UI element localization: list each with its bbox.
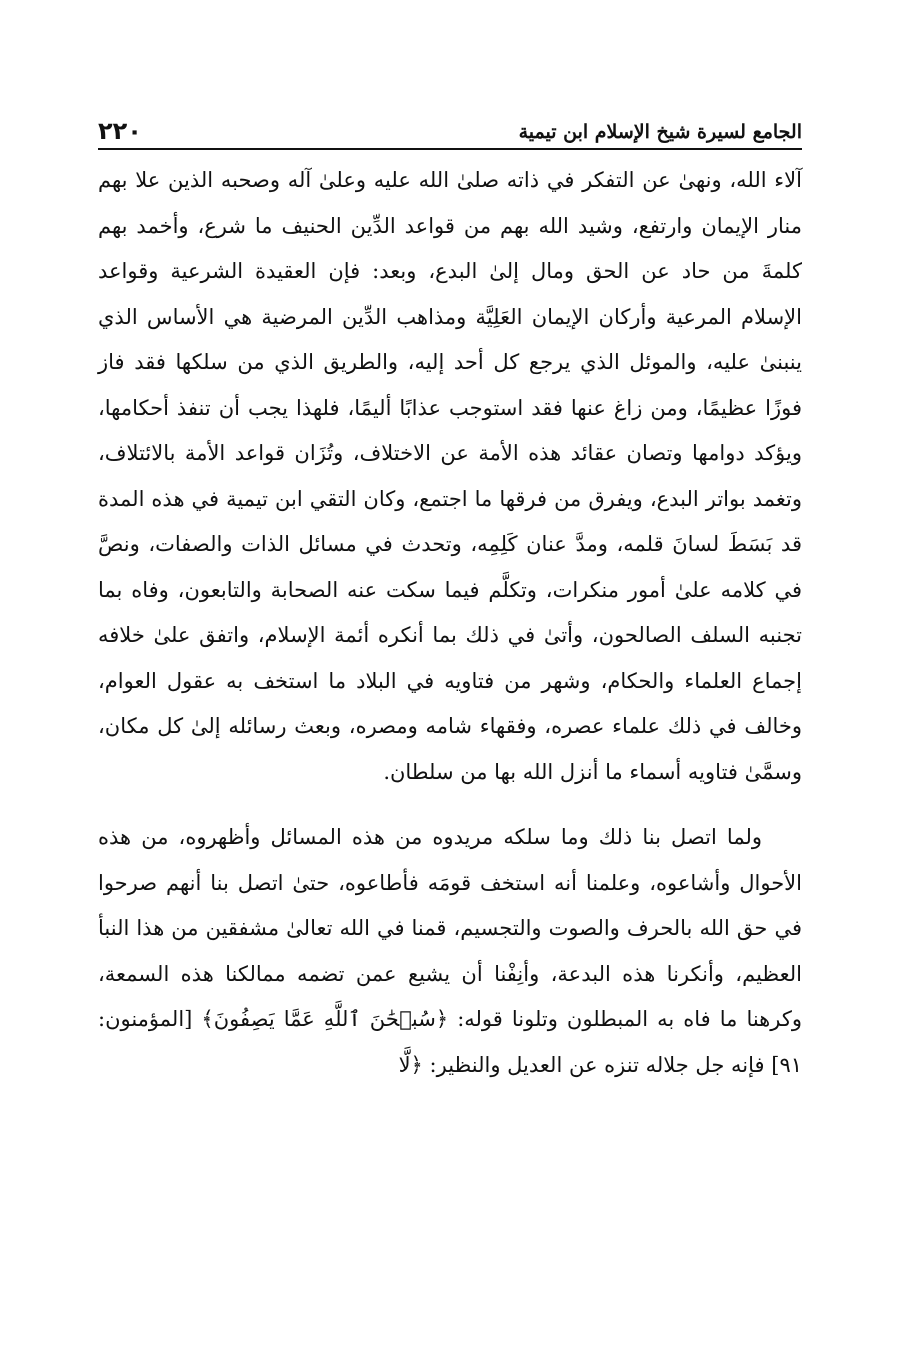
paragraph-2-continuation: فإنه جل جلاله تنزه عن العديل والنظير: (429, 1052, 765, 1077)
verse-citation: [المؤمنون: ٩١] (98, 1007, 802, 1077)
quran-verse-start: ﴿لَّا (398, 1052, 423, 1077)
page-header (98, 110, 802, 144)
paragraph-spacer (98, 795, 802, 815)
page-number: ٢٢٠ (98, 117, 142, 145)
quran-verse: ﴿سُبۡحَٰنَ ٱللَّهِ عَمَّا يَصِفُونَ﴾ (201, 1007, 449, 1031)
paragraph-2 (98, 815, 802, 1088)
header-divider (98, 148, 802, 150)
running-title: الجامع لسيرة شيخ الإسلام ابن تيمية (518, 121, 802, 143)
paragraph-2-text: ولما اتصل بنا ذلك وما سلكه مريدوه من هذه المسائل وأظهروه، من هذه الأحوال وأشاعوه، وعلمنا أنه استخف قومَه فأطاعوه، حتىٰ اتصل بنا أنهم صرحوا في حق الله بالحرف والصوت والتجسيم، قمنا في الله تعالىٰ مشفقين من هذا النبأ العظيم، وأنكرنا هذه البدعة، وأنِفْنا أن يشيع عمن تضمه ممالكنا هذه السمعة، وكرهنا ما فاه به المبطلون وتلونا قوله: (98, 825, 802, 1031)
paragraph-1: آلاء الله، ونهىٰ عن التفكر في ذاته صلىٰ الله عليه وعلىٰ آله وصحبه الذين علا بهم منار الإيمان وارتفع، وشيد الله بهم من قواعد الدِّين الحنيف ما شرع، وأخمد بهم كلمةَ من حاد عن الحق ومال إلىٰ البدع، وبعد: فإن العقيدة الشرعية وقواعد الإسلام المرعية وأركان الإيمان العَلِيَّة ومذاهب الدِّين المرضية هي الأساس الذي ينبنىٰ عليه، والموئل الذي يرجع كل أحد إليه، والطريق الذي من سلكها فقد فاز فوزًا عظيمًا، ومن زاغ عنها فقد استوجب عذابًا أليمًا، فلهذا يجب أن تنفذ أحكامها، ويؤكد دوامها وتصان عقائد هذه الأمة عن الاختلاف، وتُزَان قواعد الأمة بالائتلاف، وتغمد بواتر البدع، ويفرق من فرقها ما اجتمع، وكان التقي ابن تيمية في هذه المدة قد بَسَطَ لسانَ قلمه، ومدَّ عنان كَلِمِه، وتحدث في مسائل الذات والصفات، ونصَّ في كلامه علىٰ أمور منكرات، وتكلَّم فيما سكت عنه الصحابة والتابعون، وفاه بما تجنبه السلف الصالحون، وأتىٰ في ذلك بما أنكره أئمة الإسلام، واتفق علىٰ خلافه إجماع العلماء والحكام، وشهر من فتاويه في البلاد ما استخف به عقول العوام، وخالف في ذلك علماء عصره، وفقهاء شامه ومصره، وبعث رسائله إلىٰ كل مكان، وسمَّىٰ فتاويه أسماء ما أنزل الله بها من سلطان. (98, 168, 802, 784)
page-body (98, 158, 802, 1088)
